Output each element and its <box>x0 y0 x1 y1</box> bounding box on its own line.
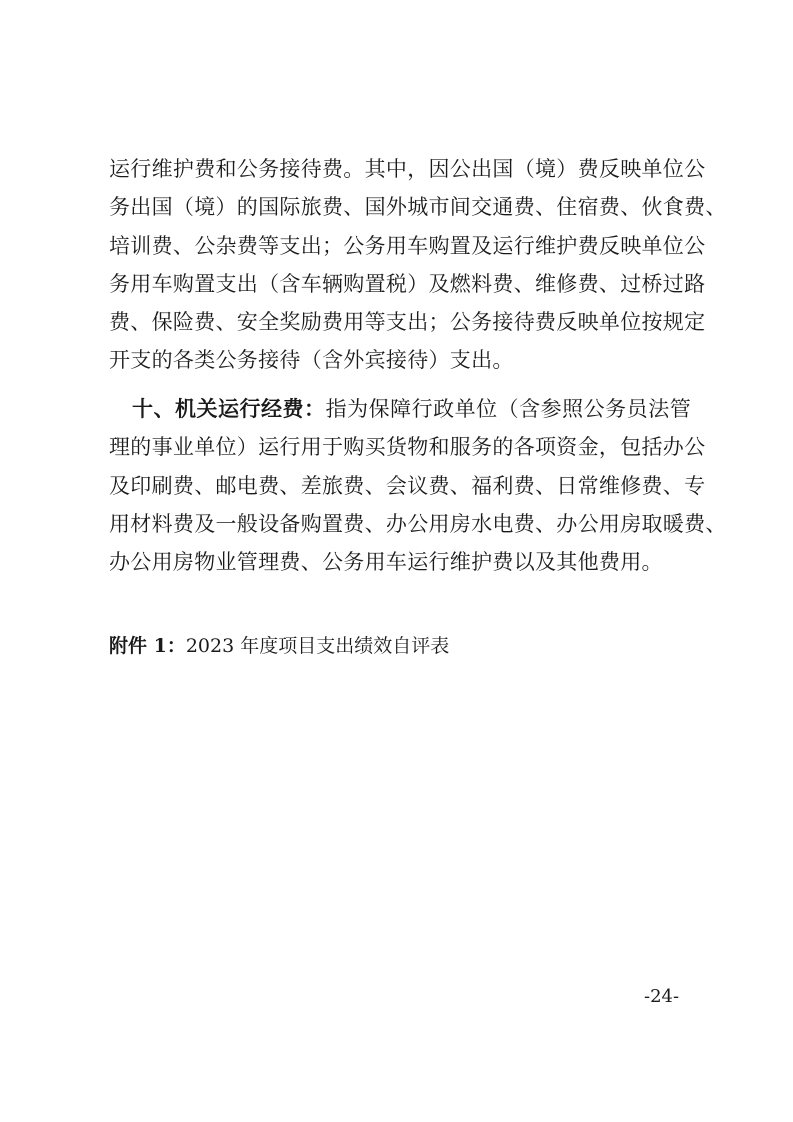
paragraph-line: 开支的各类公务接待（含外宾接待）支出。 <box>109 348 514 373</box>
paragraph-line: 费、保险费、安全奖励费用等支出；公务接待费反映单位按规定 <box>109 310 706 335</box>
paragraph-line: 办公用房物业管理费、公务用车运行维护费以及其他费用。 <box>109 550 663 575</box>
attachment-reference <box>109 627 449 665</box>
paragraph-expense-definitions <box>109 150 727 380</box>
attachment-title: 2023 年度项目支出绩效自评表 <box>185 635 450 657</box>
paragraph-operating-expenses <box>109 390 727 581</box>
paragraph-line: 理的事业单位）运行用于购买货物和服务的各项资金，包括办公 <box>109 435 706 460</box>
paragraph-line: 用材料费及一般设备购置费、办公用房水电费、办公用房取暖费、 <box>109 511 727 536</box>
paragraph-line: 务出国（境）的国际旅费、国外城市间交通费、住宿费、伙食费、 <box>109 195 727 220</box>
paragraph-line-text: 指为保障行政单位（含参照公务员法管 <box>325 397 691 421</box>
section-heading: 十、机关运行经费： <box>132 396 326 421</box>
paragraph-first-line <box>109 390 691 428</box>
paragraph-line: 培训费、公杂费等支出；公务用车购置及运行维护费反映单位公 <box>109 233 706 258</box>
attachment-label: 附件 1： <box>109 635 186 657</box>
page-number: -24- <box>644 986 680 1007</box>
paragraph-line: 及印刷费、邮电费、差旅费、会议费、福利费、日常维修费、专 <box>109 473 706 498</box>
paragraph-line: 运行维护费和公务接待费。其中，因公出国（境）费反映单位公 <box>109 157 706 181</box>
paragraph-line: 务用车购置支出（含车辆购置税）及燃料费、维修费、过桥过路 <box>109 271 706 296</box>
